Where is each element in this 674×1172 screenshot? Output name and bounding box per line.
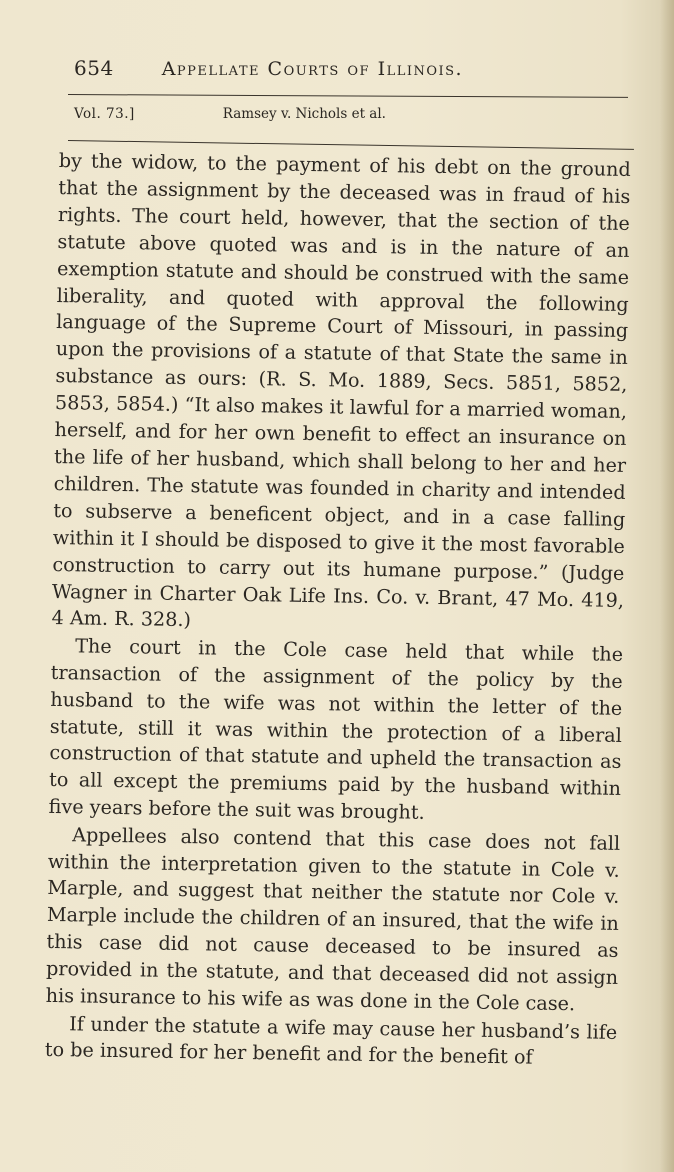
paragraph: If under the statute a wife may cause her husband’s life to be insured for her benefit and for the benefit of [44, 1011, 618, 1069]
header-rule [68, 94, 628, 98]
page-number: 654 [74, 56, 114, 80]
case-header-rule [68, 140, 634, 150]
page-header [74, 56, 544, 80]
paragraph: Appellees also contend that this case does not fall within the interpretation given to the statute in Cole v. Marple, and suggest that neither the statute nor Cole v. Marple include the children of an insured, that the wife in this case did not cause deceased to be insured as provided in the statute, and that deceased did not assign his insurance to his wife as was done in the Cole case. [45, 822, 621, 1016]
case-title: Ramsey v. Nichols et al. [222, 106, 386, 122]
paragraph: The court in the Cole case held that while the transaction of the assignment of the policy by the husband to the wife was not within the letter of the statute, still it was within the protection of a liberal construction of that statute and upheld the transaction as to all except the premiums paid by the husband within five years before the suit was brought. [48, 634, 624, 825]
page-edge-shadow [660, 0, 674, 1172]
case-header [74, 106, 574, 122]
paragraph-continued: by the widow, to the payment of his debt on the ground that the assignment by the deceased was in fraud of his rights. The court held, however, that the section of the statute above quoted was and is in the nature of an exemption statute and should be construed with the same liberality, and quoted with approval the following language of the Supreme Court of Missouri, in passing upon the provisions of a statute of that State the same in substance as ours: (R. S. Mo. 1889, Secs. 5851, 5852, 5853, 5854.) “It also makes it lawful for a married woman, herself, and for her own benefit to effect an insurance on the life of her husband, which shall belong to her and her children. The statute was founded in charity and intended to subserve a beneficent object, and in a case falling within it I should be disposed to give it the most favorable construction to carry out its humane purpose.” (Judge Wagner in Charter Oak Life Ins. Co. v. Brant, 47 Mo. 419, 4 Am. R. 328.) [51, 148, 631, 632]
volume-label: Vol. 73.] [74, 106, 135, 122]
running-title: Appellate Courts of Illinois. [161, 58, 464, 80]
body-text [45, 148, 631, 1073]
